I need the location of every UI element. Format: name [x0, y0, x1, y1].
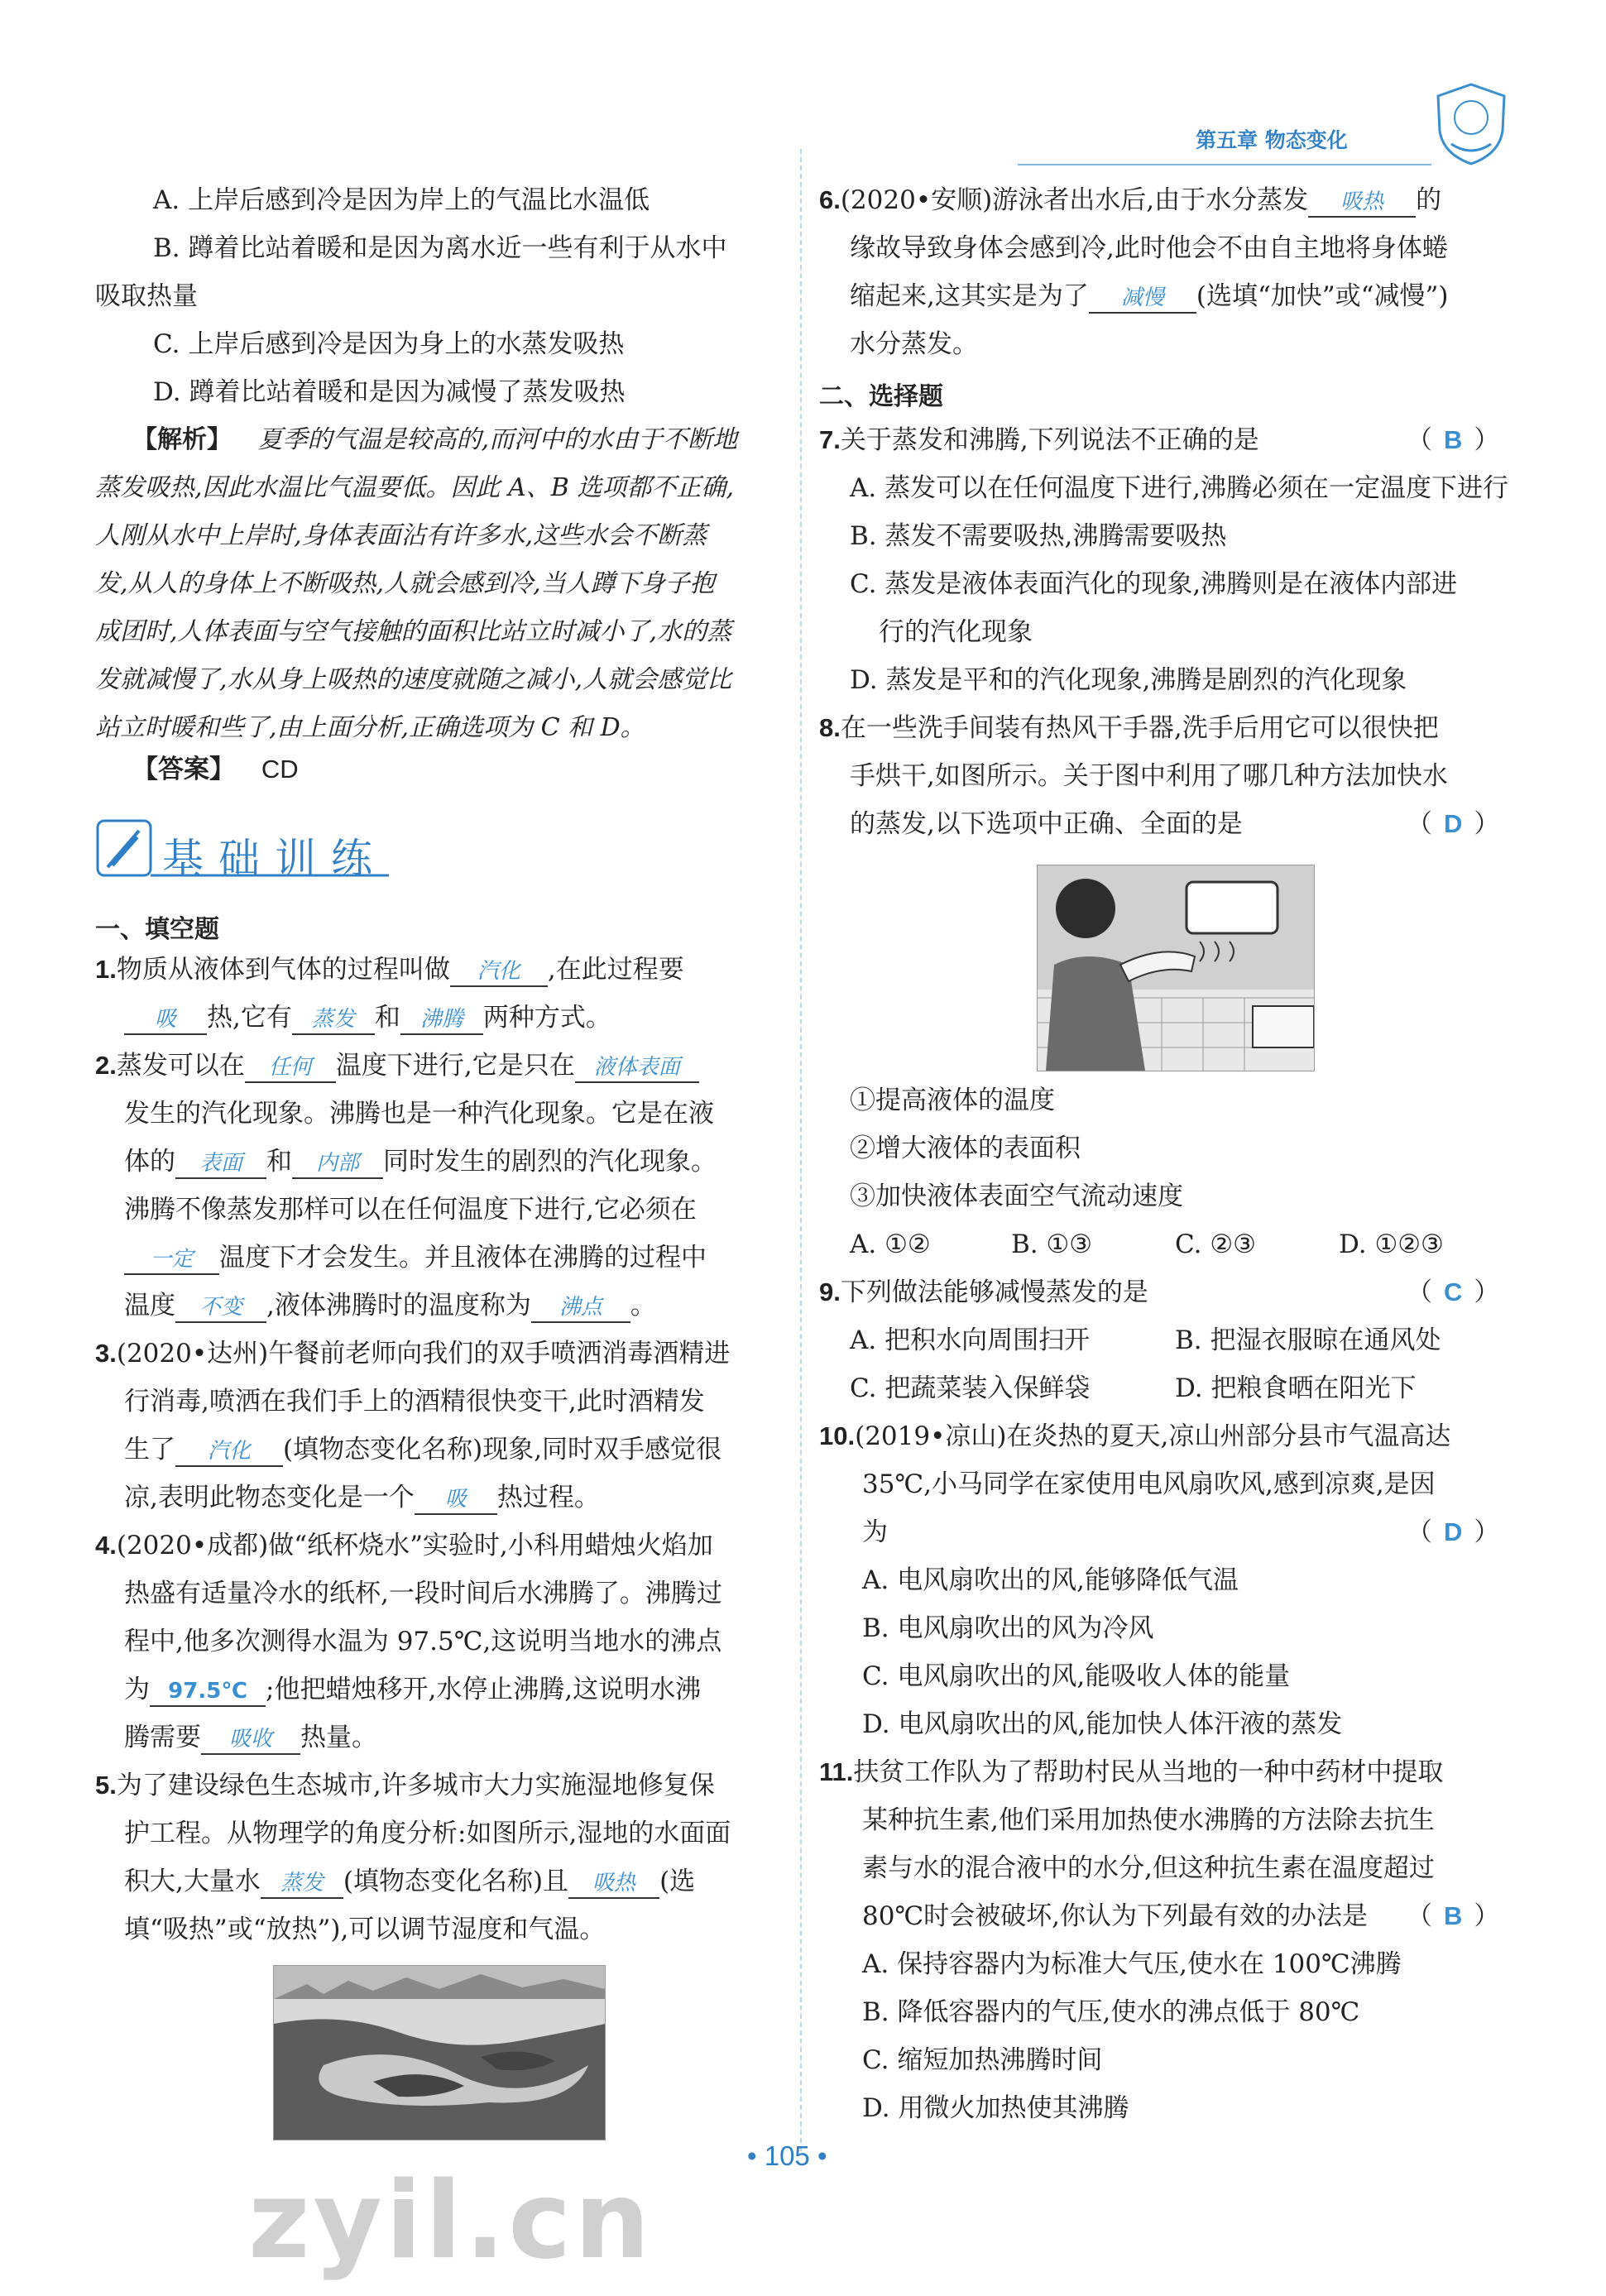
q8-item-2: ②增大液体的表面积 [850, 1134, 1081, 1163]
q11-option-d: D. 用微火加热使其沸腾 [862, 2093, 1129, 2123]
blank: 汽化 [450, 957, 548, 987]
blank: 吸 [415, 1485, 497, 1515]
blank: 任何 [245, 1053, 336, 1083]
blank: 97.5℃ [150, 1677, 266, 1707]
blank: 吸热 [1308, 188, 1416, 218]
q9-answer-paren: （ C ） [1407, 1277, 1500, 1307]
blank: 蒸发 [261, 1869, 343, 1899]
q3-line2: 行消毒,喷洒在我们手上的酒精很快变干,此时酒精发 [124, 1387, 705, 1416]
chapter-header: 第五章 物态变化 [1196, 128, 1348, 152]
q2-line1: 2.蒸发可以在 任何 温度下进行,它是只在 液体表面 [95, 1049, 699, 1083]
q9-stem: 9.下列做法能够减慢蒸发的是 [819, 1277, 1148, 1307]
q6-line1: 6.(2020•安顺)游泳者出水后,由于水分蒸发 吸热 的 [819, 184, 1441, 218]
q7-answer-paren: （ B ） [1407, 425, 1500, 455]
q9-answer: C [1444, 1277, 1463, 1306]
q2-line6: 温度 不变 ,液体沸腾时的温度称为 沸点 。 [124, 1289, 656, 1323]
q8-line2: 手烘干,如图所示。关于图中利用了哪几种方法加快水 [850, 761, 1448, 791]
q10-answer-paren: （ D ） [1407, 1517, 1500, 1547]
blank: 表面 [175, 1149, 266, 1179]
q8-option-c: C. ②③ [1175, 1229, 1256, 1259]
analysis-line: 人刚从水中上岸时,身体表面沾有许多水,这些水会不断蒸 [95, 521, 707, 550]
q11-option-c: C. 缩短加热沸腾时间 [862, 2045, 1103, 2075]
q11-answer: B [1444, 1901, 1463, 1930]
q8-item-3: ③加快液体表面空气流动速度 [850, 1182, 1183, 1211]
analysis-label: 【解析】 [132, 425, 232, 454]
q3-line4: 凉,表明此物态变化是一个 吸 热过程。 [124, 1481, 600, 1515]
column-divider [800, 149, 802, 2151]
q8-answer: D [1444, 809, 1463, 838]
blank: 蒸发 [292, 1005, 375, 1035]
analysis-line: 成团时,人体表面与空气接触的面积比站立时减小了,水的蒸 [95, 617, 732, 646]
q1-line1: 1.物质从液体到气体的过程叫做 汽化 ,在此过程要 [95, 953, 684, 987]
blank: 吸热 [568, 1869, 659, 1899]
q8-option-a: A. ①② [850, 1229, 931, 1259]
q7-stem: 7.关于蒸发和沸腾,下列说法不正确的是 [819, 425, 1259, 455]
q2-line2: 发生的汽化现象。沸腾也是一种汽化现象。它是在液 [124, 1099, 714, 1129]
analysis-line: 发就减慢了,水从身上吸热的速度就随之减小,人就会感觉比 [95, 665, 732, 694]
section-fill-blank: 一、填空题 [95, 915, 219, 944]
shield-logo-icon [1433, 81, 1509, 167]
q11-line4: 80℃时会被破坏,你认为下列最有效的办法是 [862, 1901, 1368, 1931]
hand-dryer-illustration [1037, 865, 1315, 1071]
answer-line [132, 753, 299, 786]
q5-line1: 5.为了建设绿色生态城市,许多城市大力实施湿地修复保 [95, 1771, 715, 1800]
page-number: • 105 • [747, 2140, 827, 2171]
blank: 沸腾 [400, 1005, 483, 1035]
analysis-line: 站立时暖和些了,由上面分析,正确选项为 C 和 D。 [95, 713, 645, 742]
q1-line2: 吸 热,它有 蒸发 和 沸腾 两种方式。 [124, 1001, 611, 1035]
blank: 沸点 [531, 1293, 630, 1323]
blank: 一定 [124, 1245, 219, 1275]
q9-option-b: B. 把湿衣服晾在通风处 [1175, 1325, 1441, 1355]
q10-line3: 为 [862, 1517, 888, 1547]
q2-line3: 体的 表面 和 内部 同时发生的剧烈的汽化现象。 [124, 1145, 717, 1179]
q10-option-b: B. 电风扇吹出的风为冷风 [862, 1613, 1154, 1643]
blank: 吸 [124, 1005, 207, 1035]
q10-option-d: D. 电风扇吹出的风,能加快人体汗液的蒸发 [862, 1709, 1343, 1739]
watermark: zyil.cn [248, 2159, 654, 2283]
q3-line3: 生了 汽化 (填物态变化名称)现象,同时双手感觉很 [124, 1433, 722, 1467]
q7-answer: B [1444, 425, 1463, 454]
wetland-photo [273, 1965, 606, 2140]
analysis-first-line [132, 424, 737, 457]
q8-answer-paren: （ D ） [1407, 809, 1500, 839]
option-a: A. 上岸后感到冷是因为岸上的气温比水温低 [153, 185, 650, 215]
q9-option-d: D. 把粮食晒在阳光下 [1175, 1373, 1417, 1403]
q10-line2: 35℃,小马同学在家使用电风扇吹风,感到凉爽,是因 [862, 1469, 1436, 1499]
analysis-line: 发,从人的身体上不断吸热,人就会感到冷,当人蹲下身子抱 [95, 569, 715, 598]
analysis-text: 夏季的气温是较高的,而河中的水由于不断地 [257, 425, 738, 454]
q7-option-b: B. 蒸发不需要吸热,沸腾需要吸热 [850, 521, 1227, 551]
blank: 液体表面 [575, 1053, 699, 1083]
q11-line2: 某种抗生素,他们采用加热使水沸腾的方法除去抗生 [862, 1805, 1435, 1835]
q7-option-c-cont: 行的汽化现象 [879, 617, 1033, 647]
q4-line5: 腾需要 吸收 热量。 [124, 1721, 377, 1755]
q4-line3: 程中,他多次测得水温为 97.5℃,这说明当地水的沸点 [124, 1627, 722, 1656]
blank: 内部 [292, 1149, 383, 1179]
answer-label: 【答案】 [132, 755, 235, 784]
option-b: B. 蹲着比站着暖和是因为离水近一些有利于从水中 [153, 233, 727, 263]
q11-line3: 素与水的混合液中的水分,但这种抗生素在温度超过 [862, 1853, 1435, 1883]
q10-option-a: A. 电风扇吹出的风,能够降低气温 [862, 1565, 1239, 1595]
q10-option-c: C. 电风扇吹出的风,能吸收人体的能量 [862, 1661, 1291, 1691]
q11-option-b: B. 降低容器内的气压,使水的沸点低于 80℃ [862, 1997, 1360, 2027]
banner-title: 基础训练 [162, 835, 387, 883]
q6-line2: 缘故导致身体会感到冷,此时他会不由自主地将身体蜷 [850, 233, 1448, 263]
q4-line4: 为 97.5℃ ;他把蜡烛移开,水停止沸腾,这说明水沸 [124, 1673, 701, 1707]
q5-line3: 积大,大量水 蒸发 (填物态变化名称)且 吸热 (选 [124, 1865, 695, 1899]
blank: 吸收 [201, 1725, 300, 1755]
q2-line5: 一定 温度下才会发生。并且液体在沸腾的过程中 [124, 1241, 707, 1275]
blank: 减慢 [1089, 284, 1196, 314]
q9-option-a: A. 把积水向周围扫开 [850, 1325, 1091, 1355]
q2-line4: 沸腾不像蒸发那样可以在任何温度下进行,它必须在 [124, 1195, 697, 1225]
answer-value: CD [261, 755, 299, 784]
q7-option-d: D. 蒸发是平和的汽化现象,沸腾是剧烈的汽化现象 [850, 665, 1407, 695]
q3-line1: 3.(2020•达州)午餐前老师向我们的双手喷洒消毒酒精进 [95, 1339, 731, 1368]
q6-line4: 水分蒸发。 [850, 329, 978, 359]
q6-line3: 缩起来,这其实是为了 减慢 (选填“加快”或“减慢”) [850, 280, 1448, 314]
q7-option-c: C. 蒸发是液体表面汽化的现象,沸腾则是在液体内部进 [850, 569, 1458, 599]
q8-item-1: ①提高液体的温度 [850, 1086, 1055, 1115]
q5-line4: 填“吸热”或“放热”),可以调节湿度和气温。 [124, 1915, 606, 1944]
q4-line1: 4.(2020•成都)做“纸杯烧水”实验时,小科用蜡烛火焰加 [95, 1531, 713, 1560]
option-b-cont: 吸取热量 [95, 281, 198, 311]
q7-option-a: A. 蒸发可以在任何温度下进行,沸腾必须在一定温度下进行 [850, 473, 1508, 503]
q8-line3: 的蒸发,以下选项中正确、全面的是 [850, 809, 1243, 839]
blank: 汽化 [175, 1437, 283, 1467]
q5-line2: 护工程。从物理学的角度分析:如图所示,湿地的水面面 [124, 1819, 731, 1848]
q8-line1: 8.在一些洗手间装有热风干手器,洗手后用它可以很快把 [819, 713, 1439, 743]
q10-answer: D [1444, 1517, 1463, 1546]
q10-line1: 10.(2019•凉山)在炎热的夏天,凉山州部分县市气温高达 [819, 1421, 1451, 1451]
option-d: D. 蹲着比站着暖和是因为减慢了蒸发吸热 [153, 377, 626, 407]
section-choice: 二、选择题 [819, 382, 943, 411]
analysis-line: 蒸发吸热,因此水温比气温要低。因此 A、B 选项都不正确, [95, 473, 734, 502]
q8-option-d: D. ①②③ [1339, 1229, 1444, 1259]
option-c: C. 上岸后感到冷是因为身上的水蒸发吸热 [153, 329, 625, 359]
q9-option-c: C. 把蔬菜装入保鲜袋 [850, 1373, 1091, 1403]
blank: 不变 [175, 1293, 266, 1323]
header-rule [1018, 164, 1431, 165]
q4-line2: 热盛有适量冷水的纸杯,一段时间后水沸腾了。沸腾过 [124, 1579, 722, 1608]
q11-line1: 11.扶贫工作队为了帮助村民从当地的一种中药材中提取 [819, 1757, 1444, 1787]
q11-option-a: A. 保持容器内为标准大气压,使水在 100℃沸腾 [862, 1949, 1402, 1979]
q11-answer-paren: （ B ） [1407, 1901, 1500, 1931]
q8-option-b: B. ①③ [1011, 1229, 1093, 1259]
